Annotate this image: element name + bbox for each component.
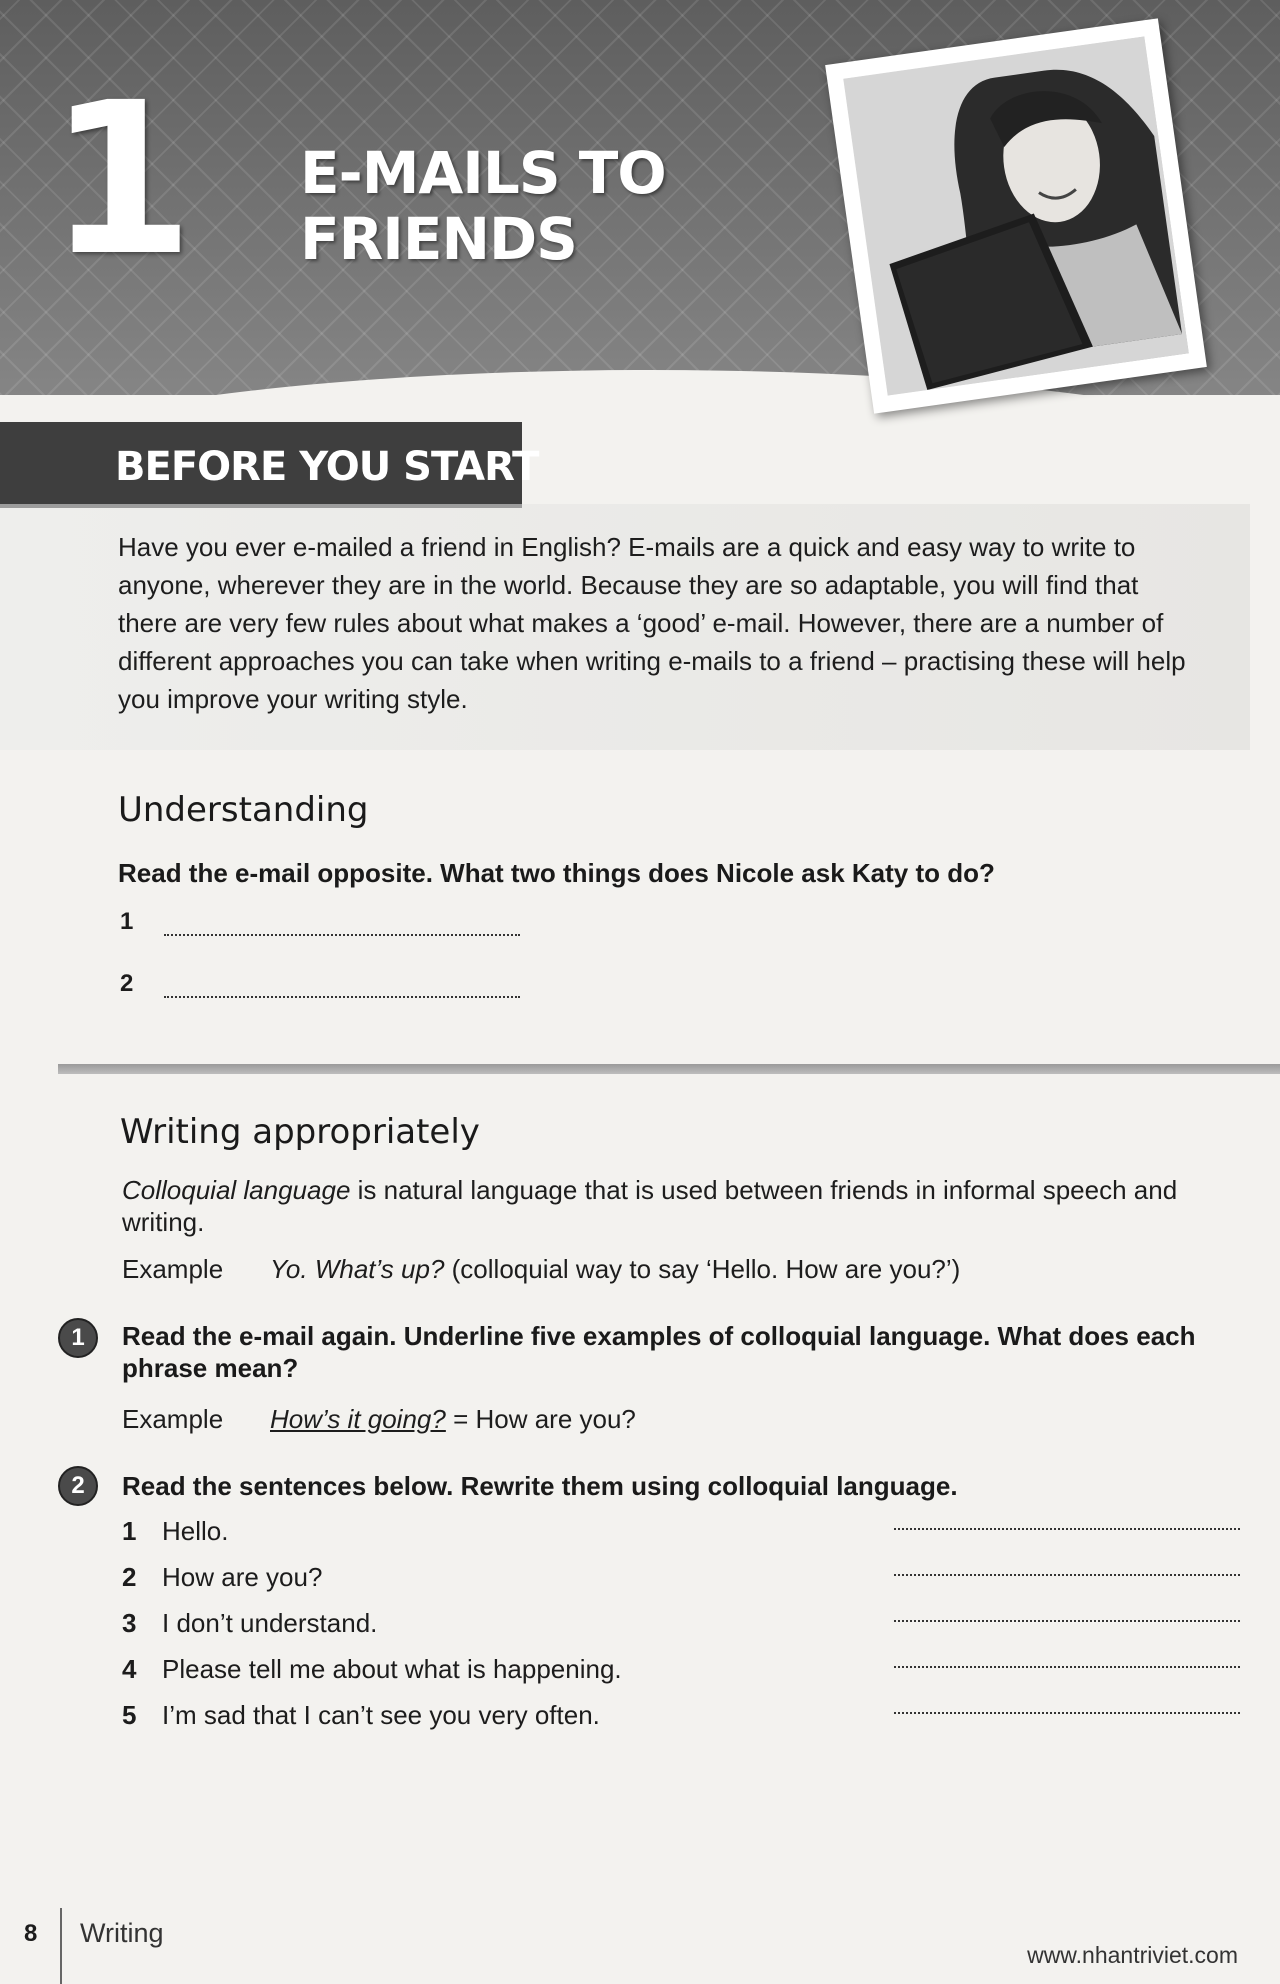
- photo-woman-laptop: [843, 36, 1189, 395]
- answer-line-1: [120, 908, 520, 936]
- before-you-start-heading: BEFORE YOU START: [115, 444, 539, 490]
- rewrite-blank[interactable]: [894, 1666, 1240, 1668]
- writing-heading: Writing appropriately: [120, 1112, 480, 1152]
- sentence-number: 3: [122, 1608, 137, 1638]
- task-2-number-badge: 2: [58, 1466, 98, 1506]
- chapter-title-line1: E-MAILS TO: [300, 139, 666, 207]
- sentence-text: I don’t understand.: [162, 1608, 378, 1638]
- intro-paragraph: Have you ever e-mailed a friend in English? E-mails are a quick and easy way to write to anyone, wherever they are in the world. Because they are so adaptable, you will find that there are very few rules about what makes a ‘good’ e-mail. However, there are a number of different approaches you can take when writing e-mails to a friend – practising these will help you improve your writing style.: [118, 532, 1186, 714]
- chapter-title: [300, 140, 666, 272]
- sentence-row: [122, 1700, 1242, 1740]
- example-label: Example: [122, 1254, 224, 1284]
- sentence-row: [122, 1562, 1242, 1602]
- sentence-row: [122, 1608, 1242, 1648]
- understanding-question: Read the e-mail opposite. What two things does Nicole ask Katy to do?: [118, 858, 995, 888]
- colloquial-definition: [122, 1174, 1222, 1238]
- task-2-instruction: Read the sentences below. Rewrite them using colloquial language.: [122, 1471, 958, 1501]
- sentence-number: 2: [122, 1562, 137, 1592]
- rewrite-blank[interactable]: [894, 1528, 1240, 1530]
- rewrite-blank[interactable]: [894, 1712, 1240, 1714]
- sentence-number: 5: [122, 1700, 137, 1730]
- sentence-text: How are you?: [162, 1562, 323, 1592]
- sentence-row: [122, 1654, 1242, 1694]
- task-1-instruction: Read the e-mail again. Underline five examples of colloquial language. What does each phrase mean?: [122, 1321, 1196, 1383]
- chapter-number: 1: [48, 57, 195, 302]
- definition-term: Colloquial language: [122, 1175, 351, 1205]
- sentence-number: 1: [122, 1516, 137, 1546]
- definition-text: is natural language that is used between friends in informal speech and writing.: [122, 1175, 1178, 1237]
- answer-blank[interactable]: [164, 976, 520, 998]
- rewrite-blank[interactable]: [894, 1574, 1240, 1576]
- section-divider: [58, 1064, 1280, 1074]
- answer-line-2: [120, 970, 520, 998]
- page-number: 8: [24, 1920, 38, 1947]
- rewrite-blank[interactable]: [894, 1620, 1240, 1622]
- sentence-row: [122, 1516, 1242, 1556]
- sentence-text: Hello.: [162, 1516, 229, 1546]
- sentence-number: 4: [122, 1654, 137, 1684]
- sentence-text: I’m sad that I can’t see you very often.: [162, 1700, 600, 1730]
- task-1-example-gloss: = How are you?: [445, 1404, 636, 1434]
- footer-rule: [60, 1908, 62, 1984]
- task-1-example-text: [270, 1404, 636, 1435]
- chapter-title-line2: FRIENDS: [300, 205, 577, 273]
- answer-blank[interactable]: [164, 914, 520, 936]
- understanding-heading: Understanding: [118, 790, 369, 830]
- task-1-number-badge: 1: [58, 1318, 98, 1358]
- chapter-photo: [825, 18, 1207, 413]
- example-phrase: Yo. What’s up?: [270, 1254, 445, 1284]
- task-1-example-phrase: How’s it going?: [270, 1404, 446, 1434]
- example-text: [270, 1254, 960, 1285]
- footer-section-label: Writing: [80, 1918, 164, 1948]
- task-1-example-label: Example: [122, 1404, 224, 1434]
- answer-number: 1: [120, 908, 134, 935]
- answer-number: 2: [120, 970, 134, 997]
- footer-url: www.nhantriviet.com: [1027, 1942, 1238, 1968]
- sentence-text: Please tell me about what is happening.: [162, 1654, 622, 1684]
- example-gloss: (colloquial way to say ‘Hello. How are you?’): [444, 1254, 961, 1284]
